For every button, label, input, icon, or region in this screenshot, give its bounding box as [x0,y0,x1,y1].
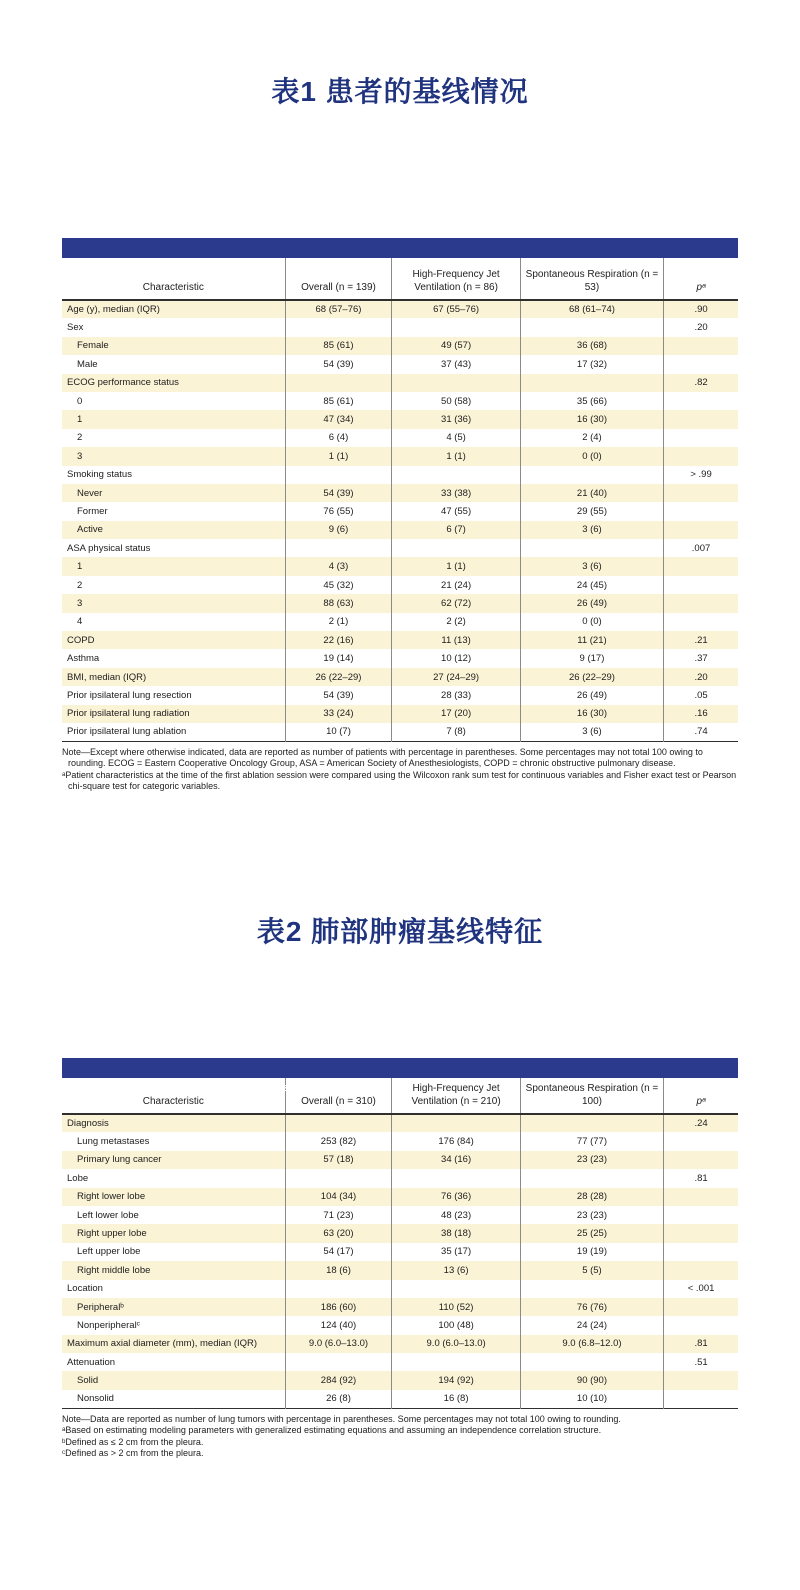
row-label: Nonsolid [77,1393,114,1405]
cell-hfjv [392,1280,520,1298]
cell-hfjv: 67 (55–76) [392,300,520,318]
cell-overall: 68 (57–76) [285,300,392,318]
cell-spont: 76 (76) [520,1298,663,1316]
cell-p [664,613,738,631]
cell-p: .20 [664,668,738,686]
table-row [62,1316,738,1334]
table-row [62,410,738,428]
row-label: ASA physical status [67,542,151,554]
cell-hfjv [392,466,520,484]
table1-body [62,300,738,741]
cell-spont: 26 (22–29) [520,668,663,686]
col-header-characteristic: Characteristic [62,258,285,300]
table-row [62,300,738,318]
cell-hfjv [392,539,520,557]
cell-hfjv: 110 (52) [392,1298,520,1316]
cell-spont [520,1353,663,1371]
table-row [62,631,738,649]
table-row [62,1390,738,1408]
row-label: 4 [77,616,83,628]
cell-spont: 26 (49) [520,686,663,704]
cell-overall: 54 (39) [285,355,392,373]
cell-p [664,1206,738,1224]
cell-overall: 54 (17) [285,1243,392,1261]
table2-title: TABLE 2: Lung Tumor Characteristics [88,1082,290,1094]
table-row [62,576,738,594]
cell-hfjv: 11 (13) [392,631,520,649]
col-header-pvalue: pᵃ [664,1078,738,1114]
cell-p [664,337,738,355]
cell-p [664,355,738,373]
cell-spont [520,539,663,557]
cell-overall: 6 (4) [285,429,392,447]
cell-spont [520,318,663,336]
cell-p [664,447,738,465]
row-label: 0 [77,395,83,407]
table2-lung-tumor-characteristics [62,1058,738,1460]
cell-spont: 90 (90) [520,1371,663,1389]
footnote-line: ᵃPatient characteristics at the time of the first ablation session were compared using the Wilcoxon rank sum test for continuous variables and Fisher exact test or Pearson chi-square test for categoric variables. [62,769,737,792]
table-row [62,521,738,539]
table2-footnotes [62,1414,738,1460]
table-row [62,1298,738,1316]
row-label: Maximum axial diameter (mm), median (IQR) [67,1338,258,1350]
cell-overall: 10 (7) [285,723,392,741]
cell-hfjv: 176 (84) [392,1132,520,1150]
table-row [62,1206,738,1224]
cell-spont: 17 (32) [520,355,663,373]
table2-title-bar [62,1058,738,1094]
cell-p [664,429,738,447]
cell-spont: 23 (23) [520,1206,663,1224]
cell-spont: 35 (66) [520,392,663,410]
cell-p [664,1243,738,1261]
cell-hfjv: 6 (7) [392,521,520,539]
row-label: Prior ipsilateral lung radiation [67,708,190,720]
col-header-characteristic: Characteristic [62,1078,285,1114]
row-label: 3 [77,597,83,609]
cell-spont: 9 (17) [520,649,663,667]
cell-hfjv: 194 (92) [392,1371,520,1389]
cell-hfjv: 47 (55) [392,502,520,520]
table-row [62,1224,738,1242]
cell-spont: 3 (6) [520,521,663,539]
footnote-line: Note—Except where otherwise indicated, data are reported as number of patients with percentage in parentheses. Some percentages may not total 100 owing to rounding. ECOG = Eastern Cooperative Oncology Group, ASA = American Society of Anesthesiologists, COPD = chronic obstructive pulmonary disease. [62,746,703,769]
row-label: Solid [77,1375,99,1387]
table-row [62,1114,738,1132]
table-row [62,1335,738,1353]
col-header-pvalue: pᵃ [664,258,738,300]
table-row [62,484,738,502]
table1-chinese-title: 表1 患者的基线情况 [271,76,529,107]
cell-p [664,1371,738,1389]
row-label: Active [77,524,103,536]
row-label: Diagnosis [67,1118,109,1130]
cell-spont: 9.0 (6.8–12.0) [520,1335,663,1353]
row-label: Right lower lobe [77,1191,146,1203]
table-row [62,723,738,741]
table-row [62,466,738,484]
cell-spont [520,1280,663,1298]
cell-overall: 9 (6) [285,521,392,539]
table-row [62,705,738,723]
cell-hfjv: 21 (24) [392,576,520,594]
footnote-line: ᶜDefined as > 2 cm from the pleura. [62,1448,204,1459]
cell-overall [285,1169,392,1187]
table2-body [62,1114,738,1408]
row-label: Former [77,505,108,517]
cell-spont: 19 (19) [520,1243,663,1261]
cell-p [664,410,738,428]
table-row [62,355,738,373]
cell-hfjv: 62 (72) [392,594,520,612]
row-label: Prior ipsilateral lung resection [67,689,192,701]
table-row [62,557,738,575]
table-row [62,337,738,355]
cell-spont: 68 (61–74) [520,300,663,318]
cell-hfjv: 34 (16) [392,1151,520,1169]
row-label: ECOG performance status [67,377,179,389]
table-row [62,392,738,410]
cell-p [664,1298,738,1316]
cell-p: .21 [664,631,738,649]
cell-overall: 2 (1) [285,613,392,631]
cell-overall [285,1353,392,1371]
table-row [62,429,738,447]
cell-overall: 45 (32) [285,576,392,594]
cell-spont: 5 (5) [520,1261,663,1279]
row-label: Male [77,358,98,370]
table-row [62,502,738,520]
row-label: Peripheralᵇ [77,1301,124,1313]
cell-overall [285,466,392,484]
cell-hfjv: 28 (33) [392,686,520,704]
table1-footnotes [62,747,738,793]
row-label: Right middle lobe [77,1264,151,1276]
footnote-line: ᵇDefined as ≤ 2 cm from the pleura. [62,1436,204,1447]
cell-p [664,576,738,594]
cell-p: .24 [664,1114,738,1132]
cell-overall: 85 (61) [285,337,392,355]
cell-spont: 2 (4) [520,429,663,447]
table-row [62,594,738,612]
row-label: Female [77,340,109,352]
table1-title-bar [62,238,738,274]
cell-hfjv: 2 (2) [392,613,520,631]
row-label: BMI, median (IQR) [67,671,147,683]
cell-overall: 88 (63) [285,594,392,612]
row-label: 1 [77,414,83,426]
cell-spont: 11 (21) [520,631,663,649]
table-row [62,1353,738,1371]
cell-hfjv [392,1353,520,1371]
cell-hfjv: 35 (17) [392,1243,520,1261]
row-label: Left lower lobe [77,1209,139,1221]
cell-hfjv: 16 (8) [392,1390,520,1408]
cell-p: .05 [664,686,738,704]
row-label: Left upper lobe [77,1246,141,1258]
table-row [62,1261,738,1279]
cell-p [664,1132,738,1150]
cell-spont: 10 (10) [520,1390,663,1408]
table-row [62,649,738,667]
cell-overall: 26 (22–29) [285,668,392,686]
cell-spont: 24 (24) [520,1316,663,1334]
col-header-hfjv: High-Frequency Jet Ventilation (n = 210) [392,1078,520,1114]
cell-overall: 76 (55) [285,502,392,520]
cell-spont [520,374,663,392]
cell-p [664,484,738,502]
table2-grid [62,1078,738,1409]
cell-overall: 85 (61) [285,392,392,410]
cell-hfjv: 48 (23) [392,1206,520,1224]
cell-overall: 104 (34) [285,1188,392,1206]
row-label: Smoking status [67,469,132,481]
cell-overall: 9.0 (6.0–13.0) [285,1335,392,1353]
cell-spont [520,1169,663,1187]
col-header-spontaneous: Spontaneous Respiration (n = 100) [520,1078,663,1114]
cell-overall: 186 (60) [285,1298,392,1316]
cell-p [664,594,738,612]
cell-overall: 124 (40) [285,1316,392,1334]
cell-p [664,1316,738,1334]
cell-overall [285,1280,392,1298]
cell-overall [285,1114,392,1132]
cell-overall: 26 (8) [285,1390,392,1408]
cell-hfjv: 50 (58) [392,392,520,410]
cell-p [664,1261,738,1279]
cell-spont: 16 (30) [520,705,663,723]
row-label: Asthma [67,653,100,665]
cell-p: > .99 [664,466,738,484]
cell-overall: 1 (1) [285,447,392,465]
cell-p [664,1390,738,1408]
cell-spont: 16 (30) [520,410,663,428]
cell-overall: 4 (3) [285,557,392,575]
cell-overall: 33 (24) [285,705,392,723]
cell-overall [285,539,392,557]
col-header-overall: Overall (n = 310) [285,1078,392,1114]
cell-p: .37 [664,649,738,667]
row-label: Location [67,1283,103,1295]
cell-p [664,502,738,520]
table-row [62,686,738,704]
cell-p: < .001 [664,1280,738,1298]
table-row [62,447,738,465]
cell-spont: 23 (23) [520,1151,663,1169]
cell-spont: 24 (45) [520,576,663,594]
cell-p: .90 [664,300,738,318]
cell-p [664,1188,738,1206]
cell-p: .20 [664,318,738,336]
cell-hfjv: 49 (57) [392,337,520,355]
cell-p [664,1224,738,1242]
cell-hfjv: 4 (5) [392,429,520,447]
cell-hfjv: 37 (43) [392,355,520,373]
cell-hfjv: 7 (8) [392,723,520,741]
table1-baseline-patient-characteristics [62,238,738,793]
table-row [62,318,738,336]
cell-hfjv [392,1169,520,1187]
cell-hfjv: 13 (6) [392,1261,520,1279]
cell-hfjv: 1 (1) [392,447,520,465]
cell-p: .16 [664,705,738,723]
cell-spont: 3 (6) [520,557,663,575]
cell-p [664,521,738,539]
cell-hfjv: 10 (12) [392,649,520,667]
cell-hfjv: 27 (24–29) [392,668,520,686]
table-row [62,1151,738,1169]
row-label: 1 [77,561,83,573]
table1-grid [62,258,738,742]
cell-hfjv: 76 (36) [392,1188,520,1206]
col-header-spontaneous: Spontaneous Respiration (n = 53) [520,258,663,300]
cell-overall: 71 (23) [285,1206,392,1224]
cell-spont: 36 (68) [520,337,663,355]
cell-p: .82 [664,374,738,392]
cell-overall: 19 (14) [285,649,392,667]
cell-hfjv: 1 (1) [392,557,520,575]
table1-title: TABLE 1: Baseline Patient Characteristics [88,262,311,274]
table-row [62,1243,738,1261]
row-label: Never [77,487,103,499]
cell-overall [285,318,392,336]
footnote-line: Note—Data are reported as number of lung tumors with percentage in parentheses. Some percentages may not total 100 owing to rounding. [62,1413,621,1424]
row-label: COPD [67,634,95,646]
cell-hfjv: 17 (20) [392,705,520,723]
col-header-overall: Overall (n = 139) [285,258,392,300]
cell-spont: 0 (0) [520,613,663,631]
cell-hfjv [392,1114,520,1132]
cell-spont [520,466,663,484]
cell-overall: 18 (6) [285,1261,392,1279]
cell-overall: 54 (39) [285,686,392,704]
row-label: Right upper lobe [77,1228,147,1240]
cell-overall: 63 (20) [285,1224,392,1242]
table-row [62,374,738,392]
cell-hfjv [392,318,520,336]
cell-p [664,392,738,410]
table-row [62,1280,738,1298]
table-row [62,1132,738,1150]
row-label: 2 [77,579,83,591]
cell-hfjv [392,374,520,392]
cell-p: .51 [664,1353,738,1371]
cell-overall: 54 (39) [285,484,392,502]
cell-hfjv: 33 (38) [392,484,520,502]
row-label: Lung metastases [77,1136,150,1148]
cell-overall: 47 (34) [285,410,392,428]
row-label: Primary lung cancer [77,1154,162,1166]
cell-spont: 29 (55) [520,502,663,520]
cell-p: .81 [664,1335,738,1353]
cell-hfjv: 38 (18) [392,1224,520,1242]
cell-spont: 77 (77) [520,1132,663,1150]
row-label: Prior ipsilateral lung ablation [67,726,187,738]
row-label: Age (y), median (IQR) [67,304,160,316]
cell-hfjv: 31 (36) [392,410,520,428]
table2-chinese-title: 表2 肺部肿瘤基线特征 [256,916,544,947]
cell-spont: 0 (0) [520,447,663,465]
cell-overall: 22 (16) [285,631,392,649]
row-label: Nonperipheralᶜ [77,1319,141,1331]
row-label: Sex [67,322,84,334]
row-label: 3 [77,450,83,462]
cell-p [664,1151,738,1169]
cell-spont: 28 (28) [520,1188,663,1206]
cell-p: .74 [664,723,738,741]
cell-overall: 253 (82) [285,1132,392,1150]
table-row [62,668,738,686]
cell-spont [520,1114,663,1132]
cell-hfjv: 9.0 (6.0–13.0) [392,1335,520,1353]
cell-spont: 21 (40) [520,484,663,502]
cell-p [664,557,738,575]
row-label: 2 [77,432,83,444]
footnote-line: ᵃBased on estimating modeling parameters with generalized estimating equations and assuming an independence correlation structure. [62,1425,602,1436]
row-label: Lobe [67,1172,89,1184]
row-label: Attenuation [67,1356,116,1368]
cell-hfjv: 100 (48) [392,1316,520,1334]
table-row [62,1188,738,1206]
table-row [62,539,738,557]
cell-spont: 26 (49) [520,594,663,612]
cell-overall: 284 (92) [285,1371,392,1389]
cell-spont: 25 (25) [520,1224,663,1242]
cell-spont: 3 (6) [520,723,663,741]
table-row [62,1169,738,1187]
table-row [62,613,738,631]
table-row [62,1371,738,1389]
cell-overall [285,374,392,392]
col-header-hfjv: High-Frequency Jet Ventilation (n = 86) [392,258,520,300]
cell-p: .007 [664,539,738,557]
cell-overall: 57 (18) [285,1151,392,1169]
cell-p: .81 [664,1169,738,1187]
